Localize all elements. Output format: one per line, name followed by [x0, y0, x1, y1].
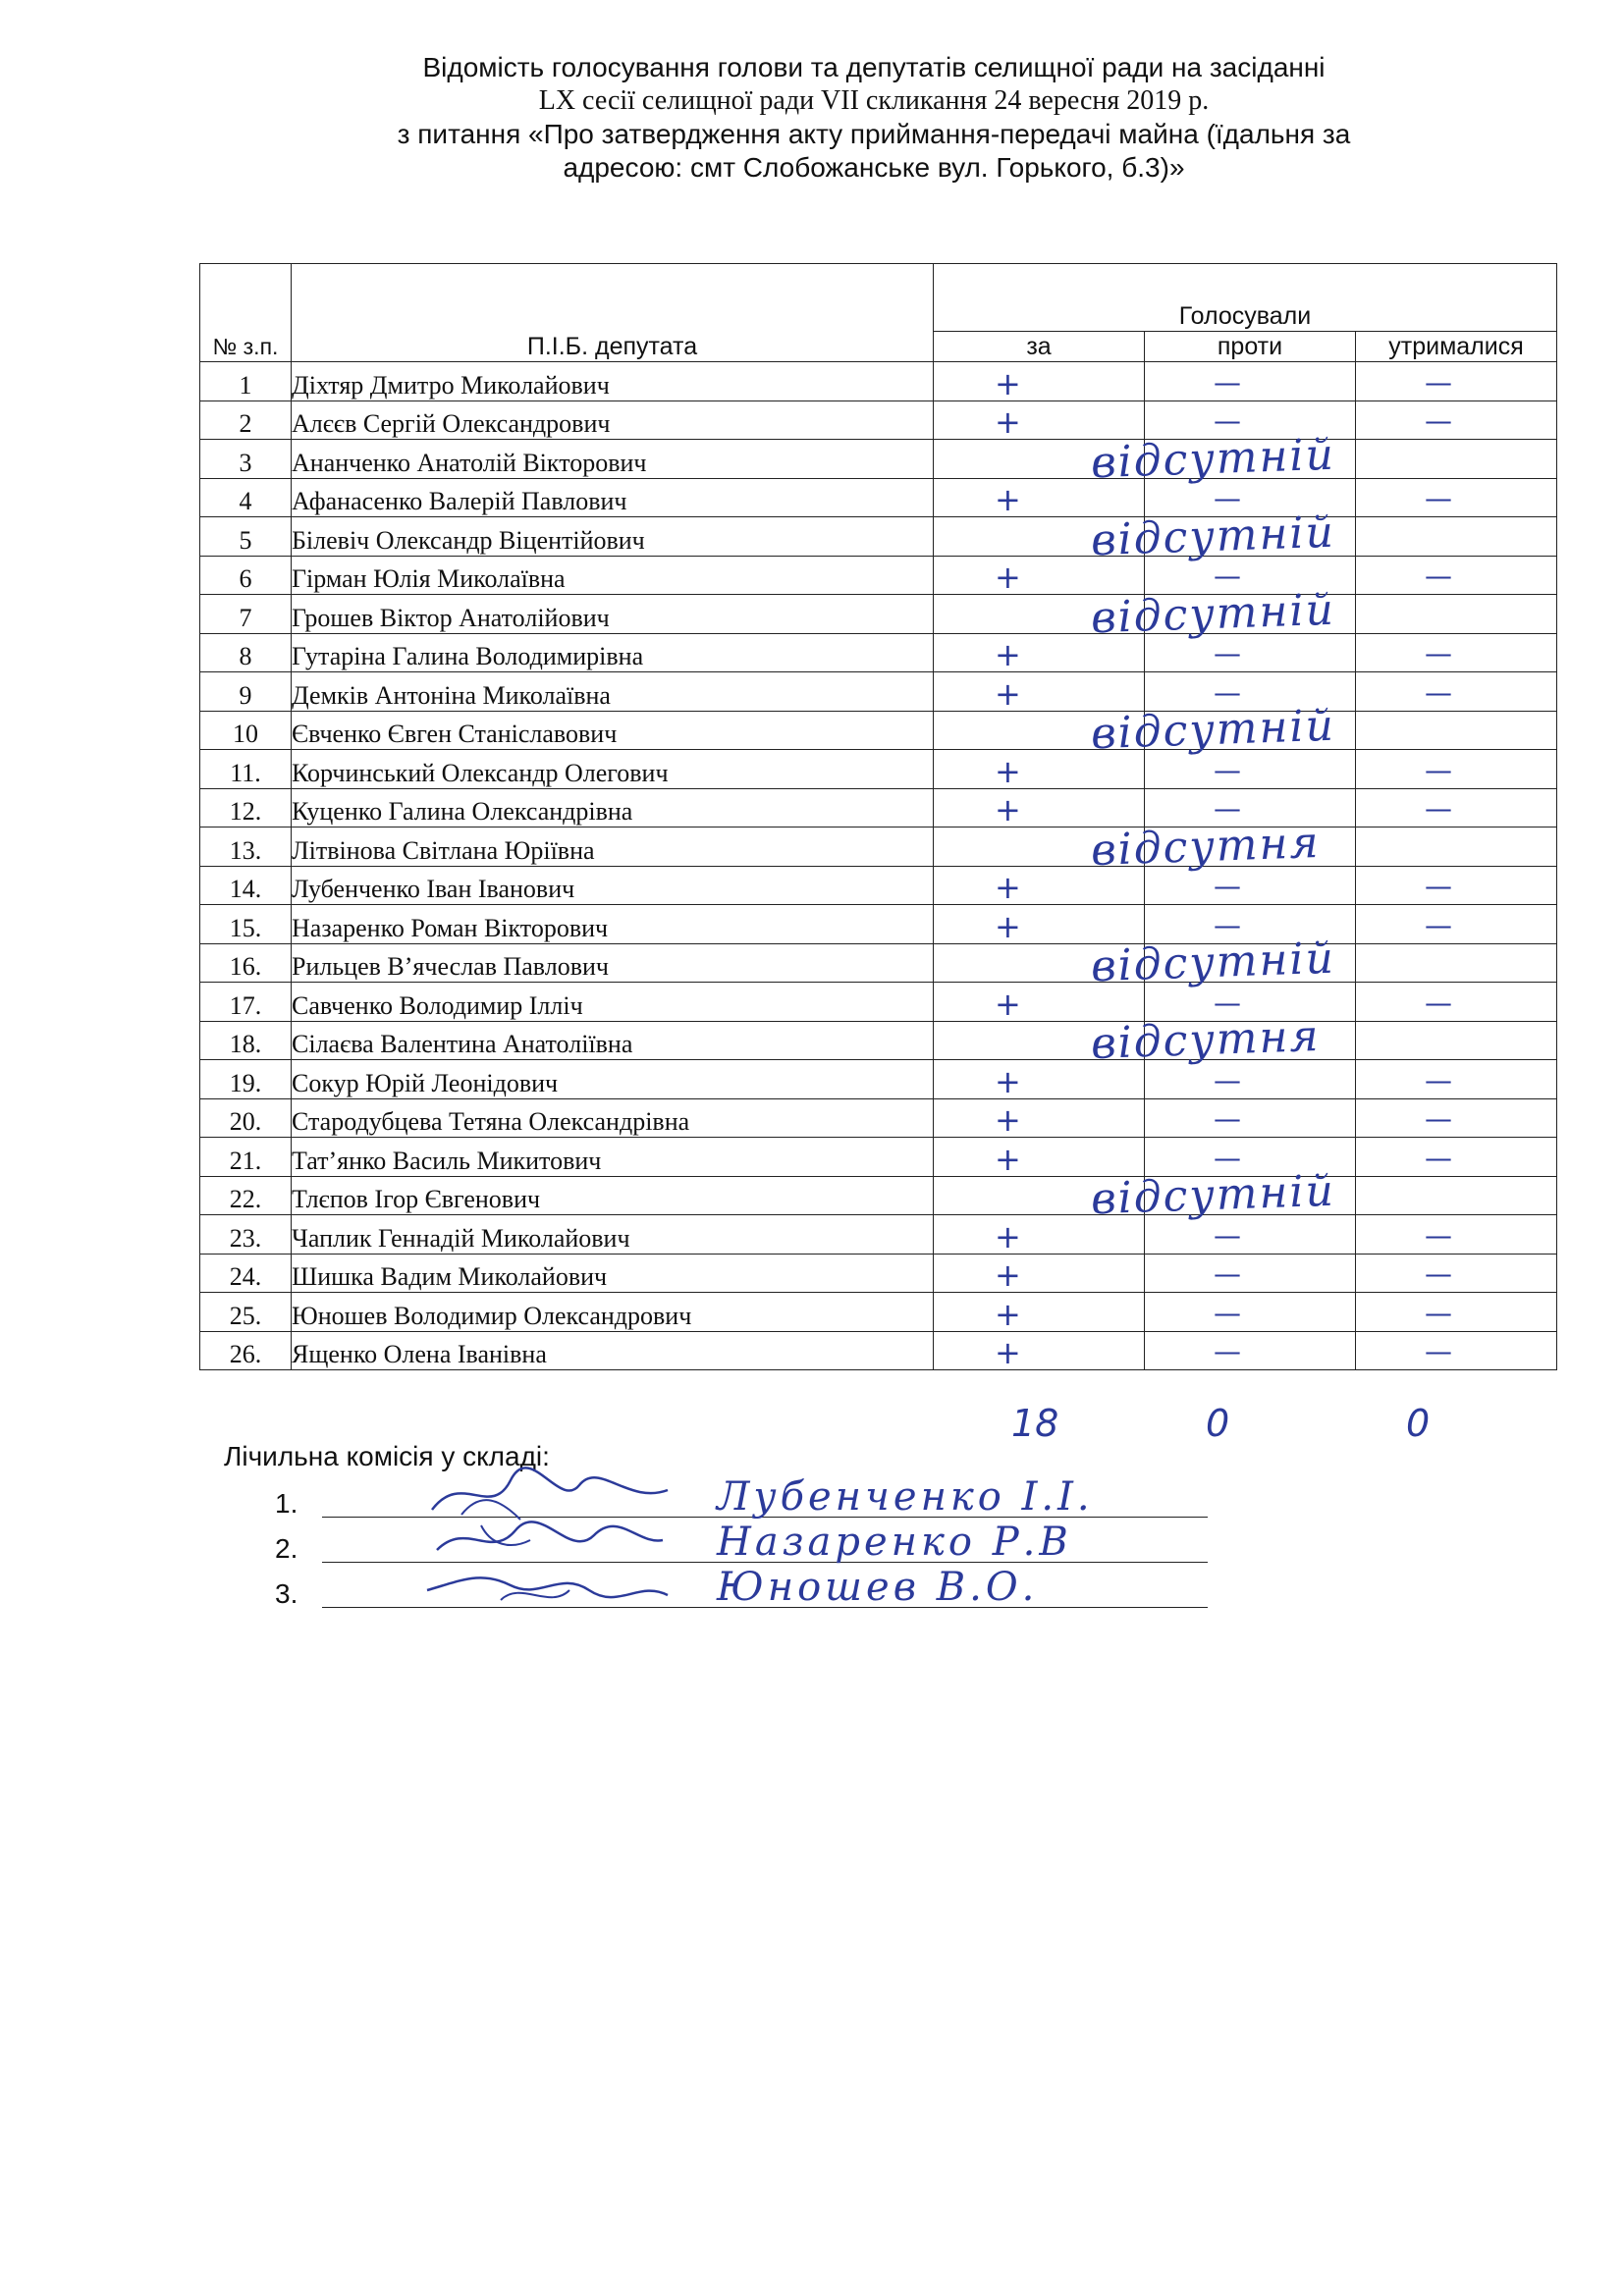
vote-dash-mark: —: [1425, 986, 1452, 1019]
table-row: [200, 943, 1557, 983]
vote-abstained-cell: [1356, 943, 1557, 983]
row-number: 25.: [200, 1293, 292, 1332]
vote-plus-mark: +: [995, 1217, 1021, 1255]
table-row: [200, 788, 1557, 828]
vote-for-cell: [934, 1138, 1145, 1177]
vote-dash-mark: —: [1214, 792, 1241, 825]
row-number: 24.: [200, 1254, 292, 1293]
vote-abstained-cell: [1356, 1021, 1557, 1060]
vote-dash-mark: —: [1425, 404, 1452, 437]
absent-mark: відсутній: [1090, 507, 1336, 565]
deputy-name: Гірман Юлія Миколаївна: [292, 556, 934, 595]
vote-abstained-cell: [1356, 595, 1557, 634]
vote-dash-mark: —: [1425, 637, 1452, 669]
commission-member-2: [275, 1520, 1208, 1569]
vote-plus-mark: +: [995, 1295, 1021, 1333]
vote-plus-mark: +: [995, 636, 1021, 673]
table-row: [200, 595, 1557, 634]
row-number: 3: [200, 440, 292, 479]
title-line-4: адресою: смт Слобожанське вул. Горького, б.3)»: [563, 152, 1185, 183]
row-number: 13.: [200, 828, 292, 867]
table-row: [200, 1331, 1557, 1370]
table-row: [200, 1060, 1557, 1099]
total-against: 0: [1206, 1402, 1230, 1445]
deputy-name: Євченко Євген Станіславович: [292, 711, 934, 750]
vote-against-cell: [1145, 1021, 1356, 1060]
table-row: [200, 478, 1557, 517]
vote-for-cell: [934, 672, 1145, 712]
row-number: 6: [200, 556, 292, 595]
member-number: 2.: [275, 1533, 298, 1564]
row-number: 15.: [200, 905, 292, 944]
vote-abstained-cell: [1356, 440, 1557, 479]
row-number: 10: [200, 711, 292, 750]
vote-for-cell: [934, 633, 1145, 672]
vote-dash-mark: —: [1425, 675, 1452, 709]
table-row: [200, 1138, 1557, 1177]
vote-for-cell: [934, 1293, 1145, 1332]
deputy-name: Літвінова Світлана Юріївна: [292, 828, 934, 867]
vote-plus-mark: +: [995, 481, 1021, 518]
vote-for-cell: [934, 1331, 1145, 1370]
vote-abstained-cell: [1356, 478, 1557, 517]
row-number: 12.: [200, 788, 292, 828]
row-number: 17.: [200, 983, 292, 1022]
deputy-name: Тат’янко Василь Микитович: [292, 1138, 934, 1177]
member-number: 1.: [275, 1488, 298, 1519]
commission-member-3: [275, 1565, 1208, 1614]
header-abstained: утрималися: [1356, 332, 1557, 362]
deputy-name: Куценко Галина Олександрівна: [292, 788, 934, 828]
vote-plus-mark: +: [995, 1101, 1021, 1139]
vote-against-cell: [1145, 1098, 1356, 1138]
vote-for-cell: [934, 905, 1145, 944]
total-for: 18: [1011, 1402, 1059, 1445]
row-number: 21.: [200, 1138, 292, 1177]
row-number: 14.: [200, 866, 292, 905]
row-number: 5: [200, 517, 292, 557]
vote-plus-mark: +: [995, 364, 1021, 402]
row-number: 2: [200, 400, 292, 440]
row-number: 7: [200, 595, 292, 634]
table-row: [200, 556, 1557, 595]
deputy-name: Шишка Вадим Миколайович: [292, 1254, 934, 1293]
row-number: 19.: [200, 1060, 292, 1099]
deputy-name: Тлєпов Ігор Євгенович: [292, 1176, 934, 1215]
vote-for-cell: [934, 750, 1145, 789]
absent-mark: відсутній: [1090, 933, 1336, 992]
deputy-name: Чаплик Геннадій Миколайович: [292, 1215, 934, 1255]
vote-dash-mark: —: [1214, 675, 1241, 709]
row-number: 20.: [200, 1098, 292, 1138]
vote-dash-mark: —: [1425, 1296, 1452, 1329]
vote-against-cell: [1145, 750, 1356, 789]
vote-plus-mark: +: [995, 1256, 1021, 1294]
vote-plus-mark: +: [995, 907, 1021, 945]
vote-for-cell: [934, 933, 1336, 992]
table-row: [200, 517, 1557, 557]
absent-mark: відсутня: [1090, 817, 1322, 876]
vote-abstained-cell: [1356, 1176, 1557, 1215]
vote-for-cell: [934, 507, 1336, 565]
deputy-name: Лубенченко Іван Іванович: [292, 866, 934, 905]
vote-abstained-cell: [1356, 905, 1557, 944]
vote-plus-mark: +: [995, 1062, 1021, 1100]
vote-dash-mark: —: [1214, 1335, 1241, 1367]
table-row: [200, 633, 1557, 672]
table-row: [200, 362, 1557, 401]
title-line-1: Відомість голосування голови та депутатів селищної ради на засіданні: [422, 52, 1326, 82]
absent-mark: відсутній: [1090, 429, 1336, 488]
vote-plus-mark: +: [995, 674, 1021, 713]
vote-abstained-cell: [1356, 556, 1557, 595]
vote-plus-mark: +: [995, 791, 1021, 828]
vote-against-cell: [1145, 943, 1356, 983]
header-voted: Голосували: [934, 264, 1557, 332]
vote-plus-mark: +: [995, 869, 1021, 906]
vote-dash-mark: —: [1425, 1141, 1452, 1174]
table-row: [200, 1021, 1557, 1060]
vote-against-cell: [1145, 711, 1356, 750]
vote-abstained-cell: [1356, 983, 1557, 1022]
vote-for-cell: [934, 478, 1145, 517]
deputy-name: Грошев Віктор Анатолійович: [292, 595, 934, 634]
vote-for-cell: [934, 429, 1336, 488]
commission-label: Лічильна комісія у складі:: [224, 1441, 550, 1471]
header-num: № з.п.: [200, 264, 292, 362]
vote-dash-mark: —: [1214, 753, 1241, 786]
deputy-name: Гутаріна Галина Володимирівна: [292, 633, 934, 672]
header-name: П.І.Б. депутата: [292, 264, 934, 362]
vote-dash-mark: —: [1214, 908, 1241, 941]
vote-dash-mark: —: [1214, 1102, 1241, 1135]
vote-dash-mark: —: [1425, 792, 1452, 825]
table-row: [200, 672, 1557, 712]
vote-for-cell: [934, 788, 1145, 828]
vote-dash-mark: —: [1214, 1141, 1241, 1174]
row-number: 16.: [200, 943, 292, 983]
row-number: 11.: [200, 750, 292, 789]
vote-abstained-cell: [1356, 1138, 1557, 1177]
vote-abstained-cell: [1356, 1215, 1557, 1255]
vote-abstained-cell: [1356, 1293, 1557, 1332]
voting-table: [199, 263, 1557, 1370]
vote-for-cell: [934, 556, 1145, 595]
row-number: 8: [200, 633, 292, 672]
vote-for-cell: [934, 817, 1322, 876]
deputy-name: Алєєв Сергій Олександрович: [292, 400, 934, 440]
header-for: за: [934, 332, 1145, 362]
vote-dash-mark: —: [1214, 986, 1241, 1019]
table-row: [200, 1254, 1557, 1293]
vote-abstained-cell: [1356, 362, 1557, 401]
vote-for-cell: [934, 1254, 1145, 1293]
vote-abstained-cell: [1356, 1254, 1557, 1293]
row-number: 23.: [200, 1215, 292, 1255]
table-row: [200, 1293, 1557, 1332]
row-number: 4: [200, 478, 292, 517]
vote-abstained-cell: [1356, 828, 1557, 867]
table-row: [200, 440, 1557, 479]
header-against: проти: [1145, 332, 1356, 362]
vote-against-cell: [1145, 1215, 1356, 1255]
vote-abstained-cell: [1356, 750, 1557, 789]
commission-member-1: [275, 1474, 1208, 1523]
vote-against-cell: [1145, 1254, 1356, 1293]
table-row: [200, 711, 1557, 750]
deputy-name: Афанасенко Валерій Павлович: [292, 478, 934, 517]
vote-against-cell: [1145, 866, 1356, 905]
vote-for-cell: [934, 362, 1145, 401]
deputy-name: Сокур Юрій Леонідович: [292, 1060, 934, 1099]
vote-abstained-cell: [1356, 866, 1557, 905]
vote-dash-mark: —: [1214, 1257, 1241, 1290]
vote-abstained-cell: [1356, 788, 1557, 828]
vote-dash-mark: —: [1425, 1335, 1452, 1367]
deputy-name: Корчинський Олександр Олегович: [292, 750, 934, 789]
table-row: [200, 866, 1557, 905]
vote-plus-mark: +: [995, 1334, 1021, 1371]
table-row: [200, 828, 1557, 867]
vote-for-cell: [934, 1215, 1145, 1255]
vote-against-cell: [1145, 595, 1356, 634]
document-title: [236, 51, 1512, 185]
title-line-2: LX сесії селищної ради VII скликання 24 вересня 2019 р.: [538, 85, 1210, 116]
absent-mark: відсутній: [1090, 584, 1336, 643]
vote-for-cell: [934, 584, 1336, 643]
table-row: [200, 1098, 1557, 1138]
vote-dash-mark: —: [1425, 1102, 1452, 1135]
vote-dash-mark: —: [1425, 365, 1452, 399]
total-abstained: 0: [1406, 1402, 1431, 1445]
row-number: 18.: [200, 1021, 292, 1060]
vote-dash-mark: —: [1425, 870, 1452, 902]
vote-for-cell: [934, 400, 1145, 440]
member-name: Назаренко Р.В: [717, 1520, 1072, 1565]
vote-for-cell: [934, 1165, 1336, 1225]
vote-against-cell: [1145, 362, 1356, 401]
row-number: 9: [200, 672, 292, 712]
vote-dash-mark: —: [1425, 1218, 1452, 1252]
deputy-name: Діхтяр Дмитро Миколайович: [292, 362, 934, 401]
table-row: [200, 1215, 1557, 1255]
vote-plus-mark: +: [995, 403, 1021, 441]
deputy-name: Рильцев В’ячеслав Павлович: [292, 943, 934, 983]
vote-against-cell: [1145, 828, 1356, 867]
vote-dash-mark: —: [1425, 560, 1452, 592]
deputy-name: Юношев Володимир Олександрович: [292, 1293, 934, 1332]
vote-for-cell: [934, 700, 1336, 760]
vote-abstained-cell: [1356, 1331, 1557, 1370]
table-row: [200, 750, 1557, 789]
deputy-name: Демків Антоніна Миколаївна: [292, 672, 934, 712]
vote-against-cell: [1145, 517, 1356, 557]
absent-mark: відсутня: [1090, 1010, 1322, 1070]
row-number: 22.: [200, 1176, 292, 1215]
signature-icon: [422, 1551, 677, 1620]
vote-for-cell: [934, 1060, 1145, 1099]
table-row: [200, 1176, 1557, 1215]
vote-dash-mark: —: [1425, 1063, 1452, 1096]
member-name: Лубенченко І.І.: [717, 1474, 1094, 1520]
deputy-name: Назаренко Роман Вікторович: [292, 905, 934, 944]
deputy-name: Ананченко Анатолій Вікторович: [292, 440, 934, 479]
member-name: Юношев В.О.: [717, 1565, 1039, 1610]
vote-for-cell: [934, 983, 1145, 1022]
vote-against-cell: [1145, 1176, 1356, 1215]
row-number: 1: [200, 362, 292, 401]
vote-for-cell: [934, 866, 1145, 905]
absent-mark: відсутній: [1090, 700, 1336, 760]
table-row: [200, 400, 1557, 440]
vote-plus-mark: +: [995, 1140, 1021, 1178]
vote-abstained-cell: [1356, 400, 1557, 440]
table-row: [200, 983, 1557, 1022]
vote-against-cell: [1145, 1331, 1356, 1370]
vote-abstained-cell: [1356, 711, 1557, 750]
vote-dash-mark: —: [1214, 637, 1241, 669]
vote-dash-mark: —: [1214, 365, 1241, 399]
vote-for-cell: [934, 1098, 1145, 1138]
vote-abstained-cell: [1356, 672, 1557, 712]
vote-dash-mark: —: [1214, 1218, 1241, 1252]
vote-plus-mark: +: [995, 752, 1021, 790]
absent-mark: відсутній: [1090, 1165, 1336, 1225]
vote-dash-mark: —: [1425, 908, 1452, 941]
vote-dash-mark: —: [1214, 870, 1241, 902]
vote-dash-mark: —: [1214, 404, 1241, 437]
vote-abstained-cell: [1356, 517, 1557, 557]
vote-abstained-cell: [1356, 633, 1557, 672]
deputy-name: Сілаєва Валентина Анатоліївна: [292, 1021, 934, 1060]
vote-plus-mark: +: [995, 985, 1021, 1023]
vote-against-cell: [1145, 1060, 1356, 1099]
vote-against-cell: [1145, 1293, 1356, 1332]
vote-dash-mark: —: [1425, 482, 1452, 514]
member-number: 3.: [275, 1578, 298, 1609]
vote-dash-mark: —: [1214, 482, 1241, 514]
vote-against-cell: [1145, 633, 1356, 672]
vote-dash-mark: —: [1425, 1257, 1452, 1290]
vote-against-cell: [1145, 440, 1356, 479]
vote-dash-mark: —: [1214, 1063, 1241, 1096]
vote-plus-mark: +: [995, 559, 1021, 596]
deputy-name: Білевіч Олександр Віцентійович: [292, 517, 934, 557]
vote-dash-mark: —: [1214, 1296, 1241, 1329]
vote-for-cell: [934, 1010, 1322, 1070]
vote-dash-mark: —: [1425, 753, 1452, 786]
vote-abstained-cell: [1356, 1060, 1557, 1099]
title-line-3: з питання «Про затвердження акту приймання-передачі майна (їдальня за: [397, 119, 1351, 149]
vote-dash-mark: —: [1214, 560, 1241, 592]
deputy-name: Стародубцева Тетяна Олександрівна: [292, 1098, 934, 1138]
row-number: 26.: [200, 1331, 292, 1370]
table-row: [200, 905, 1557, 944]
table-body: [200, 362, 1557, 1370]
deputy-name: Ященко Олена Іванівна: [292, 1331, 934, 1370]
deputy-name: Савченко Володимир Ілліч: [292, 983, 934, 1022]
vote-abstained-cell: [1356, 1098, 1557, 1138]
